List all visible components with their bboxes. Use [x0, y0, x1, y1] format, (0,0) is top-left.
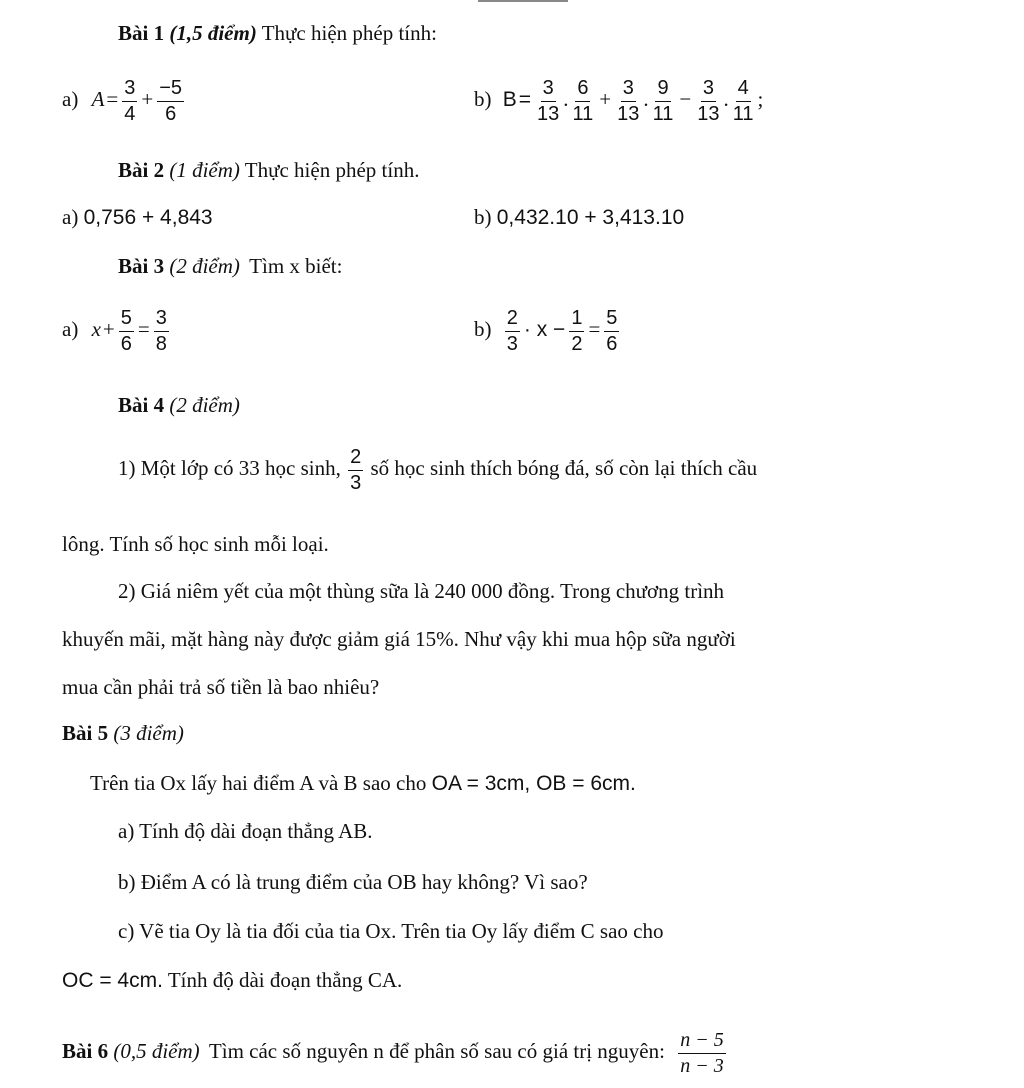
bai2-b-expr: 0,432.10 + 3,413.10 [496, 206, 685, 229]
bai1-prompt: Thực hiện phép tính: [261, 21, 437, 45]
bai1-b-dot1: . [563, 87, 569, 111]
bai5-part-c-line2 [62, 967, 402, 994]
bai4-number: Bài 4 [118, 393, 165, 417]
bai1-b-frac2: $\frac{6}{11}$ [572, 76, 594, 125]
bai1-a-op: + [141, 87, 154, 111]
bai1-b-dot2: . [643, 87, 649, 111]
bai1-heading [118, 20, 437, 46]
bai1-b-frac3: $\frac{3}{13}$ [617, 76, 640, 125]
bai3-a-x: x [91, 317, 101, 341]
bai1-b-frac5: $\frac{3}{13}$ [697, 76, 720, 125]
bai5-intro-text: Trên tia Ox lấy hai điểm A và B sao cho [90, 771, 427, 795]
bai1-a-frac2: $\frac{-5}{6}$ [159, 76, 183, 125]
bai1-b-frac1: $\frac{3}{13}$ [537, 76, 560, 125]
bai4-p2-line2: khuyến mãi, mặt hàng này được giảm giá 15%. Như vậy khi mua hộp sữa người [62, 627, 736, 651]
bai1-b-label: b) [474, 87, 492, 111]
bai4-p2-line3: mua cần phải trả số tiền là bao nhiêu? [62, 675, 380, 699]
bai5-intro [90, 770, 636, 797]
bai1-part-a [62, 75, 186, 126]
bai3-part-b [474, 305, 621, 356]
bai1-part-b [474, 75, 763, 126]
bai5-heading [62, 720, 184, 746]
bai2-part-b [474, 204, 684, 231]
bai3-a-frac1: $\frac{5}{6}$ [120, 306, 132, 355]
top-edge-mark [478, 0, 568, 2]
bai4-p1-frac: $\frac{2}{3}$ [350, 445, 362, 494]
bai3-b-frac2: $\frac{1}{2}$ [571, 306, 583, 355]
bai5-c2-text: Tính độ dài đoạn thẳng CA. [167, 968, 403, 992]
bai3-a-eq: = [137, 317, 150, 341]
bai4-p1-cont: lông. Tính số học sinh mỗi loại. [62, 532, 329, 556]
bai4-p1-post: số học sinh thích bóng đá, số còn lại thích cầu [370, 456, 758, 480]
bai5-c2-math: OC = 4cm. [62, 969, 163, 992]
bai5-part-c-line1: c) Vẽ tia Oy là tia đối của tia Ox. Trên tia Oy lấy điểm C sao cho [118, 919, 664, 943]
bai1-a-label: a) [62, 87, 79, 111]
bai2-a-expr: 0,756 + 4,843 [83, 206, 213, 229]
bai3-heading [118, 253, 342, 279]
bai1-b-dot3: . [723, 87, 729, 111]
bai1-a-frac1: $\frac{3}{4}$ [124, 76, 136, 125]
bai4-p2-line1: 2) Giá niêm yết của một thùng sữa là 240 000 đồng. Trong chương trình [118, 579, 725, 603]
bai5-intro-math: OA = 3cm, OB = 6cm. [431, 772, 636, 795]
bai3-b-frac1: $\frac{2}{3}$ [506, 306, 518, 355]
bai1-b-op2: − [679, 87, 692, 111]
bai6-prompt: Tìm các số nguyên n để phân số sau có giá trị nguyên: [208, 1039, 665, 1063]
bai3-number: Bài 3 [118, 254, 165, 278]
bai4-points: (2 điểm) [169, 393, 240, 417]
bai6-line [62, 1024, 728, 1078]
bai6-points: (0,5 điểm) [113, 1039, 200, 1063]
bai2-prompt: Thực hiện phép tính. [244, 158, 420, 182]
bai3-b-mid: · x − [523, 318, 566, 341]
bai2-a-label: a) [62, 205, 79, 229]
bai1-b-frac6: $\frac{4}{11}$ [732, 76, 754, 125]
bai1-b-frac4: $\frac{9}{11}$ [652, 76, 674, 125]
bai1-b-op1: + [599, 87, 612, 111]
bai2-b-label: b) [474, 205, 492, 229]
bai3-b-label: b) [474, 317, 492, 341]
bai3-b-frac3: $\frac{5}{6}$ [606, 306, 618, 355]
bai5-points: (3 điểm) [113, 721, 184, 745]
bai5-part-b: b) Điểm A có là trung điểm của OB hay không? Vì sao? [118, 870, 588, 894]
bai3-points: (2 điểm) [169, 254, 240, 278]
bai3-a-label: a) [62, 317, 79, 341]
bai2-heading [118, 157, 419, 183]
bai1-points: (1,5 điểm) [169, 21, 257, 45]
bai1-a-eq: = [106, 87, 119, 111]
bai4-p1-pre: 1) Một lớp có 33 học sinh, [118, 456, 341, 480]
bai6-number: Bài 6 [62, 1039, 109, 1063]
bai4-heading [118, 392, 240, 418]
bai3-a-frac2: $\frac{3}{8}$ [155, 306, 167, 355]
bai1-b-eq: = [518, 88, 532, 111]
bai4-p1 [118, 444, 757, 495]
bai5-number: Bài 5 [62, 721, 109, 745]
bai6-frac: $\frac{n - 5}{n - 3}$ [680, 1028, 724, 1077]
bai1-number: Bài 1 [118, 21, 165, 45]
bai1-b-var: B [502, 88, 517, 111]
bai2-number: Bài 2 [118, 158, 165, 182]
bai2-points: (1 điểm) [169, 158, 240, 182]
bai1-b-end: ; [757, 87, 764, 111]
bai3-part-a [62, 305, 171, 356]
bai3-a-op: + [102, 317, 115, 341]
bai2-part-a [62, 204, 213, 231]
bai3-prompt: Tìm x biết: [249, 254, 343, 278]
bai1-a-var: A [91, 87, 105, 111]
bai3-b-eq: = [588, 317, 601, 341]
bai5-part-a: a) Tính độ dài đoạn thẳng AB. [118, 819, 373, 843]
